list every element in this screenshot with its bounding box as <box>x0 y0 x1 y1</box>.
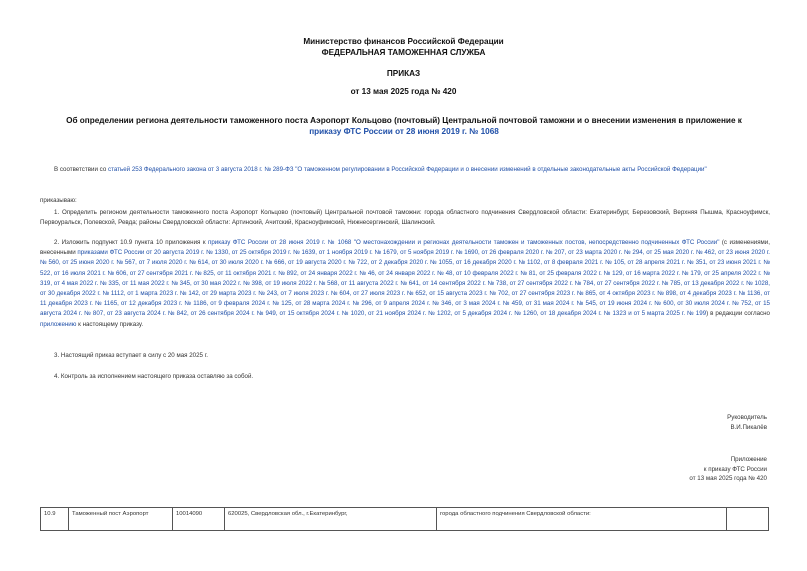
cell-name: Таможенный пост Аэропорт <box>69 508 173 531</box>
doc-date-number: от 13 мая 2025 года № 420 <box>350 87 457 96</box>
table-row <box>41 508 769 531</box>
preamble <box>40 165 770 175</box>
cell-region: города областного подчинения Свердловской области: <box>437 508 727 531</box>
orders-line: приказываю: <box>40 197 77 204</box>
cell-code: 10014090 <box>173 508 225 531</box>
doc-title <box>30 115 778 137</box>
item-3: 3. Настоящий приказ вступает в силу с 20 мая 2025 г. <box>54 352 208 359</box>
appendix-label: Приложение <box>730 456 767 463</box>
appendix-block <box>689 455 767 484</box>
appendix-ref: к приказу ФТС России <box>703 465 767 473</box>
appendix-date: от 13 мая 2025 года № 420 <box>689 475 767 483</box>
signature-block <box>727 413 767 432</box>
doc-title-link[interactable]: приказу ФТС России от 28 июня 2019 г. № 1068 <box>309 127 499 136</box>
item-4: 4. Контроль за исполнением настоящего приказа оставляю за собой. <box>54 373 254 380</box>
item-2-order-link[interactable]: приказу ФТС России от 28 июня 2019 г. № 1068 "О местонахождении и регионах деятельности таможен и таможенных постов, непосредственно подчиненных ФТС России" <box>208 239 720 246</box>
service-line: ФЕДЕРАЛЬНАЯ ТАМОЖЕННАЯ СЛУЖБА <box>321 48 486 57</box>
preamble-prefix: В соответствии со <box>54 166 107 173</box>
cell-address: 620025, Свердловская обл., г.Екатеринбург, <box>225 508 437 531</box>
doc-type: ПРИКАЗ <box>386 69 421 78</box>
item-2-text-c: ) в редакции согласно <box>706 310 770 318</box>
signature-position: Руководитель <box>727 414 767 421</box>
item-2-appendix-link[interactable]: приложению <box>40 320 77 328</box>
item-1: 1. Определить регионом деятельности таможенного поста Аэропорт Кольцово (почтовый) Центральной почтовой таможни: города областного подчинения Свердловской области: Екатеринбург, Березовский, Верхняя Пышма, Красноуфимск, Первоуральск, Полевской, Ревда; районы Свердловской области: Артинский, Ачитский, Красноуфимский, Нижнесергинский, Шалинский. <box>40 209 770 227</box>
item-2-amendments-link[interactable]: приказами ФТС России от 20 августа 2019 г. № 1330, от 25 октября 2019 г. № 1639, от 1 ноября 2019 г. № 1679, от 5 ноября 2019 г. № 1690, от 26 февраля 2020 г. № 207, от 23 марта 2020 г. № 294, от 25 мая 2020 г. № 462, от 23 июня 2020 г. № 560, от 25 июня 2020 г. № 567, от 7 июля 2020 г. № 614, от 30 июля 2020 г. № 666, от 19 августа 2020 г. № 722, от 2 декабря 2020 г. № 1055, от 16 декабря 2020 г. № 1102, от 8 февраля 2021 г. № 105, от 28 апреля 2021 г. № 351, от 23 июня 2021 г. № 522, от 16 июля 2021 г. № 606, от 27 сентября 2021 г. № 825, от 11 октября 2021 г. № 892, от 24 января 2022 г. № 46, от 24 января 2022 г. № 48, от 10 февраля 2022 г. № 81, от 25 февраля 2022 г. № 129, от 16 марта 2022 г. № 179, от 25 апреля 2022 г. № 319, от 4 мая 2022 г. № 335, от 11 мая 2022 г. № 345, от 30 мая 2022 г. № 398, от 19 июля 2022 г. № 568, от 11 августа 2022 г. № 641, от 14 сентября 2022 г. № 738, от 27 сентября 2022 г. № 784, от 27 сентября 2022 г. № 785, от 13 декабря 2022 г. № 1028, от 30 декабря 2022 г. № 1112, от 1 марта 2023 г. № 142, от 29 марта 2023 г. № 243, от 7 июля 2023 г. № 604, от 27 июля 2023 г. № 652, от 15 августа 2023 г. № 702, от 27 сентября 2023 г. № 865, от 4 октября 2023 г. № 898, от 4 декабря 2023 г. № 1136, от 11 декабря 2023 г. № 1165, от 12 декабря 2023 г. № 1186, от 9 февраля 2024 г. № 125, от 28 марта 2024 г. № 296, от 9 апреля 2024 г. № 346, от 3 мая 2024 г. № 459, от 31 мая 2024 г. № 545, от 19 июня 2024 г. № 600, от 30 июля 2024 г. № 752, от 15 августа 2024 г. № 807, от 23 августа 2024 г. № 842, от 26 сентября 2024 г. № 949, от 15 октября 2024 г. № 1020, от 21 ноября 2024 г. № 1202, от 5 декабря 2024 г. № 1260, от 18 декабря 2024 г. № 1323 и от 5 марта 2025 г. № 199 <box>40 249 770 318</box>
preamble-law-link[interactable]: статьей 253 Федерального закона от 3 августа 2018 г. № 289-ФЗ "О таможенном регулировании в Российской Федерации и о внесении изменений в отдельные законодательные акты Российской Федерации" <box>108 166 707 173</box>
item-2 <box>40 238 770 330</box>
cell-last <box>727 508 769 531</box>
signature-name: В.И.Пикалёв <box>730 423 767 431</box>
item-2-text-a: 2. Изложить подпункт 10.9 пункта 10 приложения к <box>54 239 206 246</box>
item-2-text-d: к настоящему приказу. <box>78 320 144 328</box>
ministry-line: Министерство финансов Российской Федерации <box>303 37 504 46</box>
item-2-text-b: (с изменениями, внесенными <box>40 239 770 257</box>
appendix-table <box>40 507 769 531</box>
doc-title-text: Об определении региона деятельности таможенного поста Аэропорт Кольцово (почтовый) Центральной почтовой таможни и о внесении изменения в приложение к <box>66 116 742 125</box>
cell-num: 10.9 <box>41 508 69 531</box>
